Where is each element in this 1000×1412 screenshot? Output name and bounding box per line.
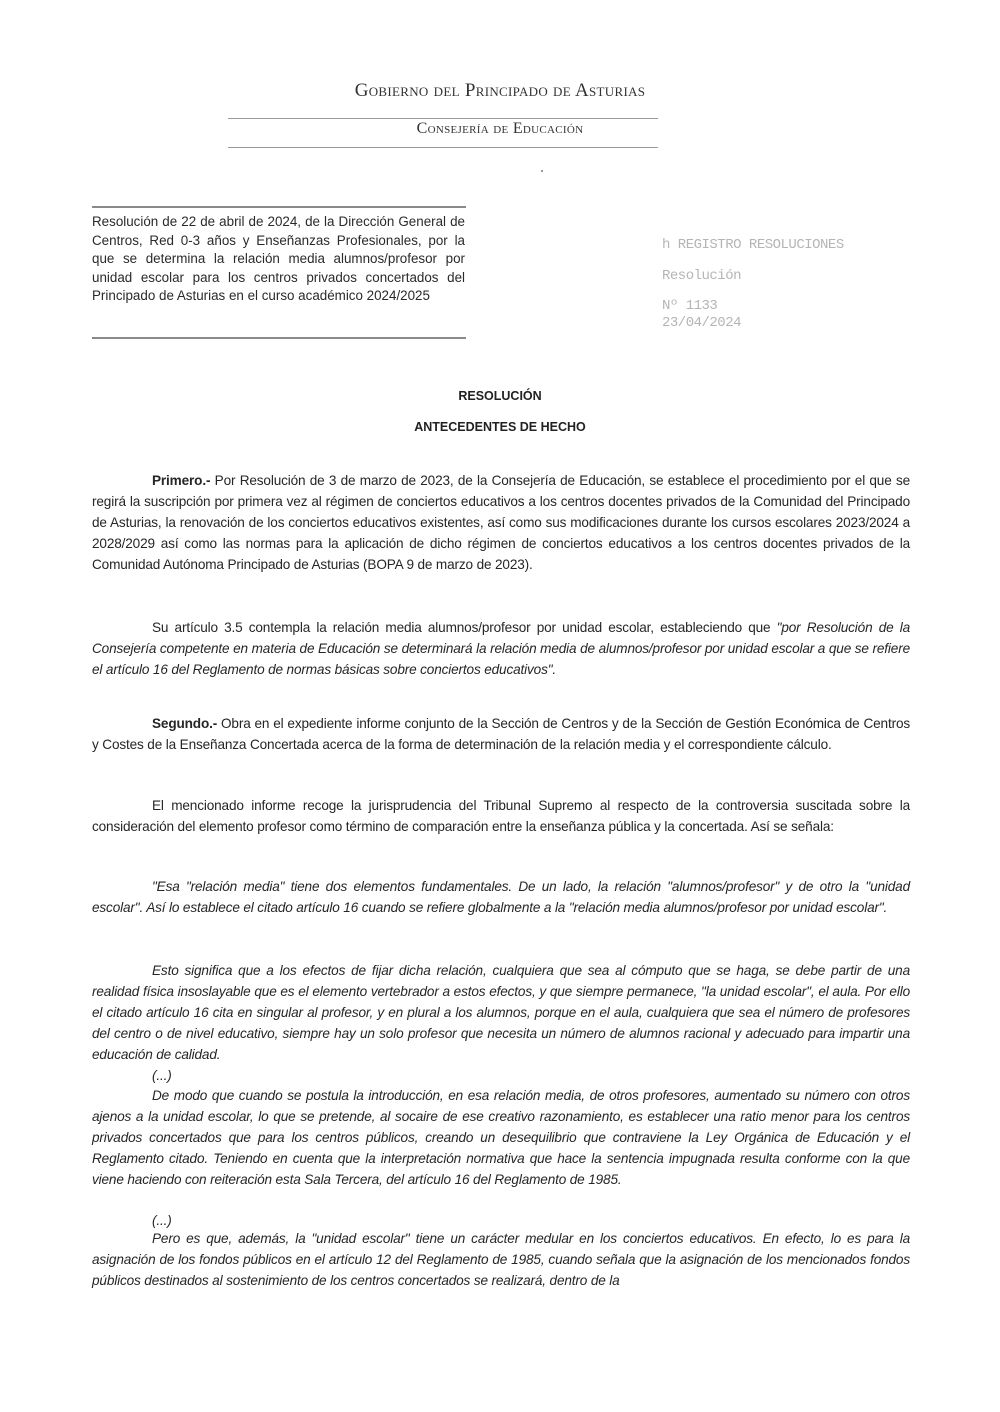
stamp-line: Nº 1133 <box>662 298 718 314</box>
stamp-line: 23/04/2024 <box>662 315 742 331</box>
summary-bottom-rule <box>92 337 466 339</box>
text: Obra en el expediente informe conjunto de la Sección de Centros y de la Sección de Gestión Económica de Centros y Costes de la Enseñanza Concertada acerca de la forma de determinación de la relación media y el correspondiente cálculo. <box>92 716 910 752</box>
quote-paragraph: Pero es que, además, la "unidad escolar" tiene un carácter medular en los conciertos educativos. En efecto, lo es para la asignación de los fondos públicos en el artículo 12 del Reglamento de 1985, cuando señala que la asignación de los mencionados fondos públicos destinados al sostenimiento de los centros concertados se realizará, dentro de la <box>92 1231 910 1288</box>
header-divider <box>228 147 658 148</box>
ellipsis: (...) <box>152 1068 172 1083</box>
summary-top-rule <box>92 206 466 208</box>
heading-resolution: RESOLUCIÓN <box>458 389 542 403</box>
quote-paragraph: Esto significa que a los efectos de fijar dicha relación, cualquiera que sea al cómputo que se haga, se debe partir de una realidad física insoslayable que es el elemento vertebrador a estos efectos, y que siempre permanece, "la unidad escolar", el aula. Por ello el citado artículo 16 cita en singular al profesor, y en plural a los alumnos, porque en el aula, cualquiera que sea el número de profesores del centro o de nivel educativo, siempre hay un solo profesor que necesita un número de alumnos racional y adecuado para impartir una educación de calidad. <box>92 963 910 1062</box>
header-divider <box>228 118 658 119</box>
scan-speck <box>541 170 543 172</box>
text: Por Resolución de 3 de marzo de 2023, de la Consejería de Educación, se establece el procedimiento por el que se regirá la suscripción por primera vez al régimen de conciertos educativos a los centros docentes privados de la Comunidad del Principado de Asturias, la renovación de los conciertos educativos existentes, así como sus modificaciones durante los cursos escolares 2023/2024 a 2028/2029 así como las normas para la aplicación de dicho régimen de conciertos educativos a los centros docentes privados de la Comunidad Autónoma Principado de Asturias (BOPA 9 de marzo de 2023). <box>92 473 910 572</box>
quote-paragraph: "Esa "relación media" tiene dos elementos fundamentales. De un lado, la relación "alumnos/profesor" y de otro la "unidad escolar". Así lo establece el citado artículo 16 cuando se refiere globalmente a la "relación media alumnos/profesor por unidad escolar". <box>92 879 910 915</box>
lead: Primero.- <box>152 473 211 488</box>
stamp-line: h REGISTRO RESOLUCIONES <box>662 237 844 253</box>
paragraph-report: El mencionado informe recoge la jurisprudencia del Tribunal Supremo al respecto de la controversia suscitada sobre la consideración del elemento profesor como término de comparación entre la enseñanza pública y la concertada. Así se señala: <box>92 798 910 834</box>
ellipsis: (...) <box>152 1213 172 1228</box>
lead: Segundo.- <box>152 716 218 731</box>
heading-background: ANTECEDENTES DE HECHO <box>414 420 586 434</box>
paragraph-primero <box>92 470 910 575</box>
quote-paragraph: De modo que cuando se postula la introducción, en esa relación media, de otros profesores, aumentado su número con otros ajenos a la unidad escolar, lo que se pretende, al socaire de ese creativo razonamiento, es establecer una ratio menor para los centros privados concertados que para los centros públicos, creando un desequilibrio que contraviene la Ley Orgánica de Educación y el Reglamento citado. Teniendo en cuenta que la interpretación normativa que hace la sentencia impugnada resulta conforme con la que viene haciendo con reiteración esta Sala Tercera, del artículo 16 del Reglamento de 1985. <box>92 1088 910 1187</box>
paragraph-segundo <box>92 713 910 755</box>
government-title: Gobierno del Principado de Asturias <box>354 80 646 101</box>
department-title: Consejería de Educación <box>416 120 584 137</box>
quote: "por Resolución de la Consejería competente en materia de Educación se determinará la relación media de alumnos/profesor por unidad escolar a que se refiere el artículo 16 del Reglamento de normas básicas sobre conciertos educativos". <box>92 620 911 677</box>
stamp-line: Resolución <box>662 268 742 284</box>
resolution-summary: Resolución de 22 de abril de 2024, de la Dirección General de Centros, Red 0-3 años y Enseñanzas Profesionales, por la que se determina la relación media alumnos/profesor por unidad escolar para los centros privados concertados del Principado de Asturias en el curso académico 2024/2025 <box>92 214 465 303</box>
text: Su artículo 3.5 contempla la relación media alumnos/profesor por unidad escolar, estableciendo que <box>152 620 777 635</box>
paragraph-article <box>92 617 910 680</box>
